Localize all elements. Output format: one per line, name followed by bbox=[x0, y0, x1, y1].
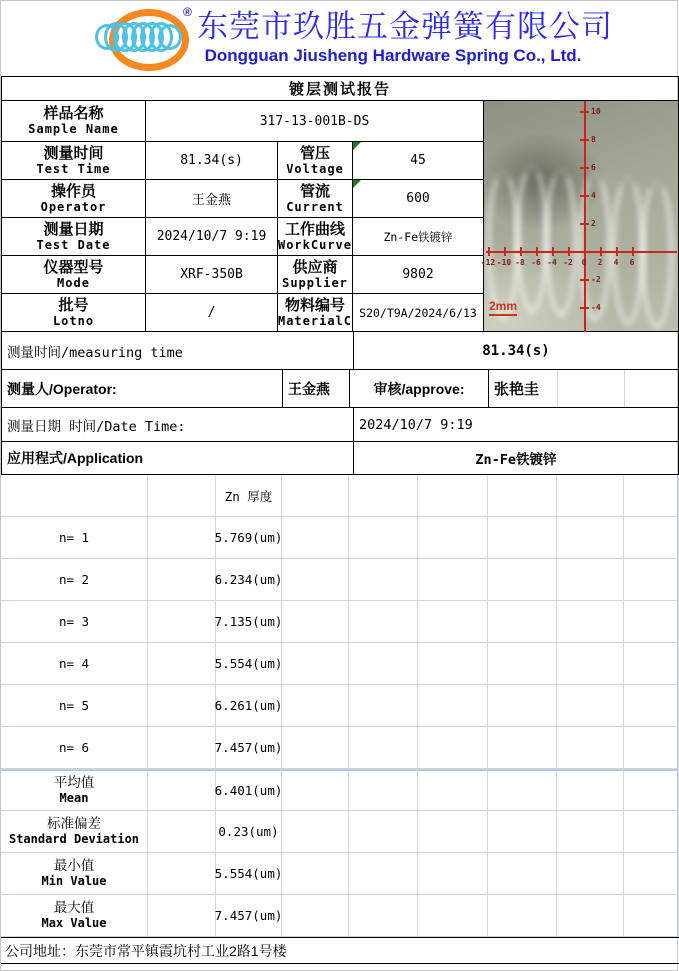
value-workcurve: Zn-Fe铁镀锌 bbox=[353, 218, 484, 256]
measurement-empty-cell bbox=[349, 895, 418, 937]
measurement-empty-cell bbox=[624, 517, 679, 559]
x-axis-tick bbox=[504, 247, 506, 256]
measurement-value-cell: 5.769(um) bbox=[216, 517, 282, 559]
measurement-value-cell: 7.457(um) bbox=[216, 727, 282, 769]
spring-coil-reflection bbox=[544, 167, 578, 317]
measurement-empty-cell bbox=[557, 811, 624, 853]
measurement-value-cell: 0.23(um) bbox=[216, 811, 282, 853]
cell-error-triangle-icon bbox=[353, 142, 361, 150]
measurement-empty-cell bbox=[282, 769, 349, 811]
measurement-empty-cell bbox=[418, 475, 488, 517]
measurement-label-cell: 最大值 Max Value bbox=[1, 895, 148, 937]
value-test-time: 81.34(s) bbox=[146, 142, 278, 180]
y-axis-tick-label: -2 bbox=[591, 275, 601, 284]
measurement-empty-cell bbox=[282, 811, 349, 853]
company-address: 公司地址：东莞市常平镇霞坑村工业2路1号楼 bbox=[1, 937, 679, 964]
value-sample-name: 317-13-001B-DS bbox=[146, 101, 484, 142]
measurement-empty-cell bbox=[418, 853, 488, 895]
empty-sign-cell bbox=[557, 370, 624, 407]
specimen-micrograph bbox=[480, 101, 679, 332]
measurement-empty-cell bbox=[557, 769, 624, 811]
measurement-empty-cell bbox=[418, 769, 488, 811]
x-axis-tick-label: -2 bbox=[563, 258, 573, 267]
measurement-empty-cell bbox=[349, 685, 418, 727]
measurement-empty-cell bbox=[349, 517, 418, 559]
label-lotno: 批号 Lotno bbox=[2, 294, 146, 332]
measurement-empty-cell bbox=[418, 895, 488, 937]
measurement-empty-cell bbox=[418, 685, 488, 727]
measurement-empty-cell bbox=[418, 601, 488, 643]
y-axis-tick-label: 4 bbox=[591, 191, 596, 200]
measurement-label-cell: 标准偏差 Standard Deviation bbox=[1, 811, 148, 853]
x-axis-tick-label: -4 bbox=[547, 258, 557, 267]
measurement-empty-cell bbox=[624, 643, 679, 685]
value-material-code: S20/T9A/2024/6/13 bbox=[353, 294, 484, 332]
sample-info-table bbox=[1, 101, 484, 332]
measurement-empty-cell bbox=[557, 853, 624, 895]
x-axis-tick-label: 2 bbox=[597, 258, 603, 267]
measurement-empty-cell bbox=[148, 685, 216, 727]
x-axis-tick bbox=[600, 247, 602, 256]
y-axis-tick-label: 2 bbox=[591, 219, 596, 228]
value-test-date: 2024/10/7 9:19 bbox=[146, 218, 278, 256]
measurement-empty-cell bbox=[282, 685, 349, 727]
measurement-label-cell: 最小值 Min Value bbox=[1, 853, 148, 895]
label-sample-name: 样品名称 Sample Name bbox=[2, 101, 146, 142]
measurement-empty-cell bbox=[148, 517, 216, 559]
value-lotno: / bbox=[146, 294, 278, 332]
measurement-empty-cell bbox=[349, 601, 418, 643]
measurement-label-cell: n= 2 bbox=[1, 559, 148, 601]
measurement-empty-cell bbox=[148, 727, 216, 769]
x-axis-tick-label: 0 bbox=[581, 258, 587, 267]
measurement-value-cell: 7.457(um) bbox=[216, 895, 282, 937]
measurement-empty-cell bbox=[624, 601, 679, 643]
measurement-empty-cell bbox=[488, 475, 557, 517]
approve-label: 审核/approve: bbox=[349, 370, 488, 407]
measurement-empty-cell bbox=[488, 895, 557, 937]
measurement-label-cell: n= 1 bbox=[1, 517, 148, 559]
date-time-row bbox=[2, 408, 678, 442]
measurement-empty-cell bbox=[418, 727, 488, 769]
measurement-value-cell: 5.554(um) bbox=[216, 643, 282, 685]
measurement-empty-cell bbox=[349, 559, 418, 601]
measurement-value-cell: 7.135(um) bbox=[216, 601, 282, 643]
operator-approve-row bbox=[2, 370, 678, 408]
measurement-row bbox=[1, 559, 679, 601]
crosshair-vertical-axis bbox=[584, 101, 586, 332]
application-row bbox=[2, 442, 678, 475]
x-axis-tick-label: 4 bbox=[613, 258, 619, 267]
measurement-empty-cell bbox=[349, 811, 418, 853]
value-supplier: 9802 bbox=[353, 256, 484, 294]
measurement-empty-cell bbox=[148, 895, 216, 937]
measurement-empty-cell bbox=[488, 559, 557, 601]
measurement-empty-cell bbox=[282, 517, 349, 559]
measurement-value-cell: 5.554(um) bbox=[216, 853, 282, 895]
y-axis-tick bbox=[580, 139, 589, 141]
x-axis-tick bbox=[552, 247, 554, 256]
application-label: 应用程式/Application bbox=[7, 450, 144, 466]
y-axis-tick-label: -4 bbox=[591, 303, 601, 312]
value-voltage: 45 bbox=[353, 142, 484, 180]
measurement-label-cell bbox=[1, 475, 148, 517]
measurement-row bbox=[1, 811, 679, 853]
measurement-label-cell: n= 3 bbox=[1, 601, 148, 643]
measurement-label-cell: n= 6 bbox=[1, 727, 148, 769]
measurement-empty-cell bbox=[624, 475, 679, 517]
measurement-empty-cell bbox=[488, 517, 557, 559]
measurement-empty-cell bbox=[282, 643, 349, 685]
measurement-row bbox=[1, 517, 679, 559]
measurement-empty-cell bbox=[148, 475, 216, 517]
measurement-empty-cell bbox=[624, 769, 679, 811]
company-logo bbox=[95, 5, 195, 72]
measurement-empty-cell bbox=[282, 601, 349, 643]
measurement-value-cell: 6.234(um) bbox=[216, 559, 282, 601]
measurement-empty-cell bbox=[349, 475, 418, 517]
measurement-empty-cell bbox=[148, 601, 216, 643]
measurement-empty-cell bbox=[418, 517, 488, 559]
value-mode: XRF-350B bbox=[146, 256, 278, 294]
x-axis-tick-label: -12 bbox=[480, 258, 496, 267]
measuring-time-value: 81.34(s) bbox=[353, 332, 678, 369]
measurement-empty-cell bbox=[418, 643, 488, 685]
measurement-value-cell: Zn 厚度 bbox=[216, 475, 282, 517]
x-axis-tick bbox=[536, 247, 538, 256]
measurement-empty-cell bbox=[148, 853, 216, 895]
label-supplier: 供应商 Supplier bbox=[278, 256, 353, 294]
measurement-value-cell: 6.401(um) bbox=[216, 769, 282, 811]
y-axis-tick bbox=[580, 195, 589, 197]
measurement-empty-cell bbox=[418, 559, 488, 601]
y-axis-tick bbox=[580, 111, 589, 113]
measurement-label-cell: n= 4 bbox=[1, 643, 148, 685]
measurement-empty-cell bbox=[557, 727, 624, 769]
y-axis-tick bbox=[580, 223, 589, 225]
measurement-table bbox=[1, 475, 679, 937]
measurement-label-cell: n= 5 bbox=[1, 685, 148, 727]
measurement-empty-cell bbox=[282, 853, 349, 895]
operator-value: 王金燕 bbox=[282, 370, 349, 407]
measurement-empty-cell bbox=[349, 727, 418, 769]
measurement-row bbox=[1, 601, 679, 643]
measurement-empty-cell bbox=[349, 643, 418, 685]
empty-sign-cell bbox=[624, 370, 678, 407]
x-axis-tick bbox=[520, 247, 522, 256]
measurement-empty-cell bbox=[624, 559, 679, 601]
measurement-empty-cell bbox=[148, 769, 216, 811]
date-time-label: 测量日期 时间/Date Time: bbox=[7, 418, 186, 435]
measurement-row bbox=[1, 475, 679, 517]
measurement-row bbox=[1, 685, 679, 727]
measurement-empty-cell bbox=[488, 601, 557, 643]
label-test-time: 测量时间 Test Time bbox=[2, 142, 146, 180]
label-material-code: 物料编号 MaterialC bbox=[278, 294, 353, 332]
measurement-empty-cell bbox=[488, 727, 557, 769]
x-axis-tick bbox=[584, 247, 586, 256]
measurement-empty-cell bbox=[349, 769, 418, 811]
y-axis-tick-label: 6 bbox=[591, 163, 596, 172]
measurement-empty-cell bbox=[282, 895, 349, 937]
x-axis-tick-label: -6 bbox=[531, 258, 541, 267]
measurement-empty-cell bbox=[557, 895, 624, 937]
registered-trademark-icon: ® bbox=[183, 5, 192, 19]
measurement-label-cell: 平均值 Mean bbox=[1, 769, 148, 811]
measuring-time-label: 测量时间/measuring time bbox=[7, 344, 183, 361]
measurement-empty-cell bbox=[349, 853, 418, 895]
measurement-empty-cell bbox=[624, 685, 679, 727]
approve-value: 张艳圭 bbox=[488, 370, 557, 407]
y-axis-tick-label: 8 bbox=[591, 135, 596, 144]
label-current: 管流 Current bbox=[278, 180, 353, 218]
measurement-empty-cell bbox=[557, 685, 624, 727]
company-name-chinese: 东莞市玖胜五金弹簧有限公司 bbox=[197, 9, 613, 44]
measurement-empty-cell bbox=[624, 811, 679, 853]
measurement-empty-cell bbox=[282, 559, 349, 601]
value-current: 600 bbox=[353, 180, 484, 218]
measurement-empty-cell bbox=[488, 853, 557, 895]
report-title: 镀层测试报告 bbox=[1, 76, 679, 101]
measurement-empty-cell bbox=[624, 853, 679, 895]
x-axis-tick-label: -8 bbox=[515, 258, 525, 267]
measuring-time-row bbox=[2, 332, 678, 370]
measurement-empty-cell bbox=[557, 517, 624, 559]
y-axis-tick-label: 10 bbox=[591, 107, 601, 116]
measurement-row bbox=[1, 853, 679, 895]
y-axis-tick bbox=[580, 167, 589, 169]
measurement-empty-cell bbox=[282, 727, 349, 769]
measurement-empty-cell bbox=[488, 811, 557, 853]
measurement-empty-cell bbox=[418, 811, 488, 853]
measurement-row bbox=[1, 895, 679, 937]
logo-spring-icon bbox=[95, 22, 195, 56]
measurement-row bbox=[1, 727, 679, 769]
application-value: Zn-Fe铁镀锌 bbox=[353, 442, 678, 474]
measurement-empty-cell bbox=[148, 559, 216, 601]
value-operator: 王金燕 bbox=[146, 180, 278, 218]
x-axis-tick-label: 6 bbox=[629, 258, 635, 267]
x-axis-tick bbox=[488, 247, 490, 256]
cell-error-triangle-icon bbox=[353, 180, 361, 188]
operator-label: 测量人/Operator: bbox=[7, 380, 117, 397]
measurement-empty-cell bbox=[557, 643, 624, 685]
measurement-empty-cell bbox=[488, 643, 557, 685]
measurement-empty-cell bbox=[488, 685, 557, 727]
measurement-empty-cell bbox=[148, 811, 216, 853]
label-test-date: 测量日期 Test Date bbox=[2, 218, 146, 256]
crosshair-horizontal-axis bbox=[486, 251, 677, 253]
scale-bar-label: 2mm bbox=[489, 299, 517, 316]
measurement-row bbox=[1, 643, 679, 685]
summary-section bbox=[1, 332, 679, 475]
company-name-english: Dongguan Jiusheng Hardware Spring Co., Ltd. bbox=[204, 46, 582, 65]
label-mode: 仪器型号 Mode bbox=[2, 256, 146, 294]
y-axis-tick bbox=[580, 307, 589, 309]
x-axis-tick bbox=[616, 247, 618, 256]
spring-coil-reflection bbox=[640, 179, 674, 329]
company-header bbox=[1, 1, 679, 76]
measurement-empty-cell bbox=[282, 475, 349, 517]
measurement-empty-cell bbox=[148, 643, 216, 685]
measurement-row bbox=[1, 769, 679, 811]
x-axis-tick-label: -10 bbox=[496, 258, 512, 267]
label-voltage: 管压 Voltage bbox=[278, 142, 353, 180]
measurement-value-cell: 6.261(um) bbox=[216, 685, 282, 727]
x-axis-tick bbox=[568, 247, 570, 256]
company-names bbox=[197, 9, 613, 67]
measurement-empty-cell bbox=[557, 475, 624, 517]
x-axis-tick bbox=[632, 247, 634, 256]
label-workcurve: 工作曲线 WorkCurve bbox=[278, 218, 353, 256]
measurement-empty-cell bbox=[557, 601, 624, 643]
measurement-empty-cell bbox=[624, 727, 679, 769]
date-time-value: 2024/10/7 9:19 bbox=[353, 408, 678, 441]
measurement-empty-cell bbox=[624, 895, 679, 937]
measurement-empty-cell bbox=[488, 769, 557, 811]
label-operator: 操作员 Operator bbox=[2, 180, 146, 218]
y-axis-tick bbox=[580, 279, 589, 281]
measurement-empty-cell bbox=[557, 559, 624, 601]
